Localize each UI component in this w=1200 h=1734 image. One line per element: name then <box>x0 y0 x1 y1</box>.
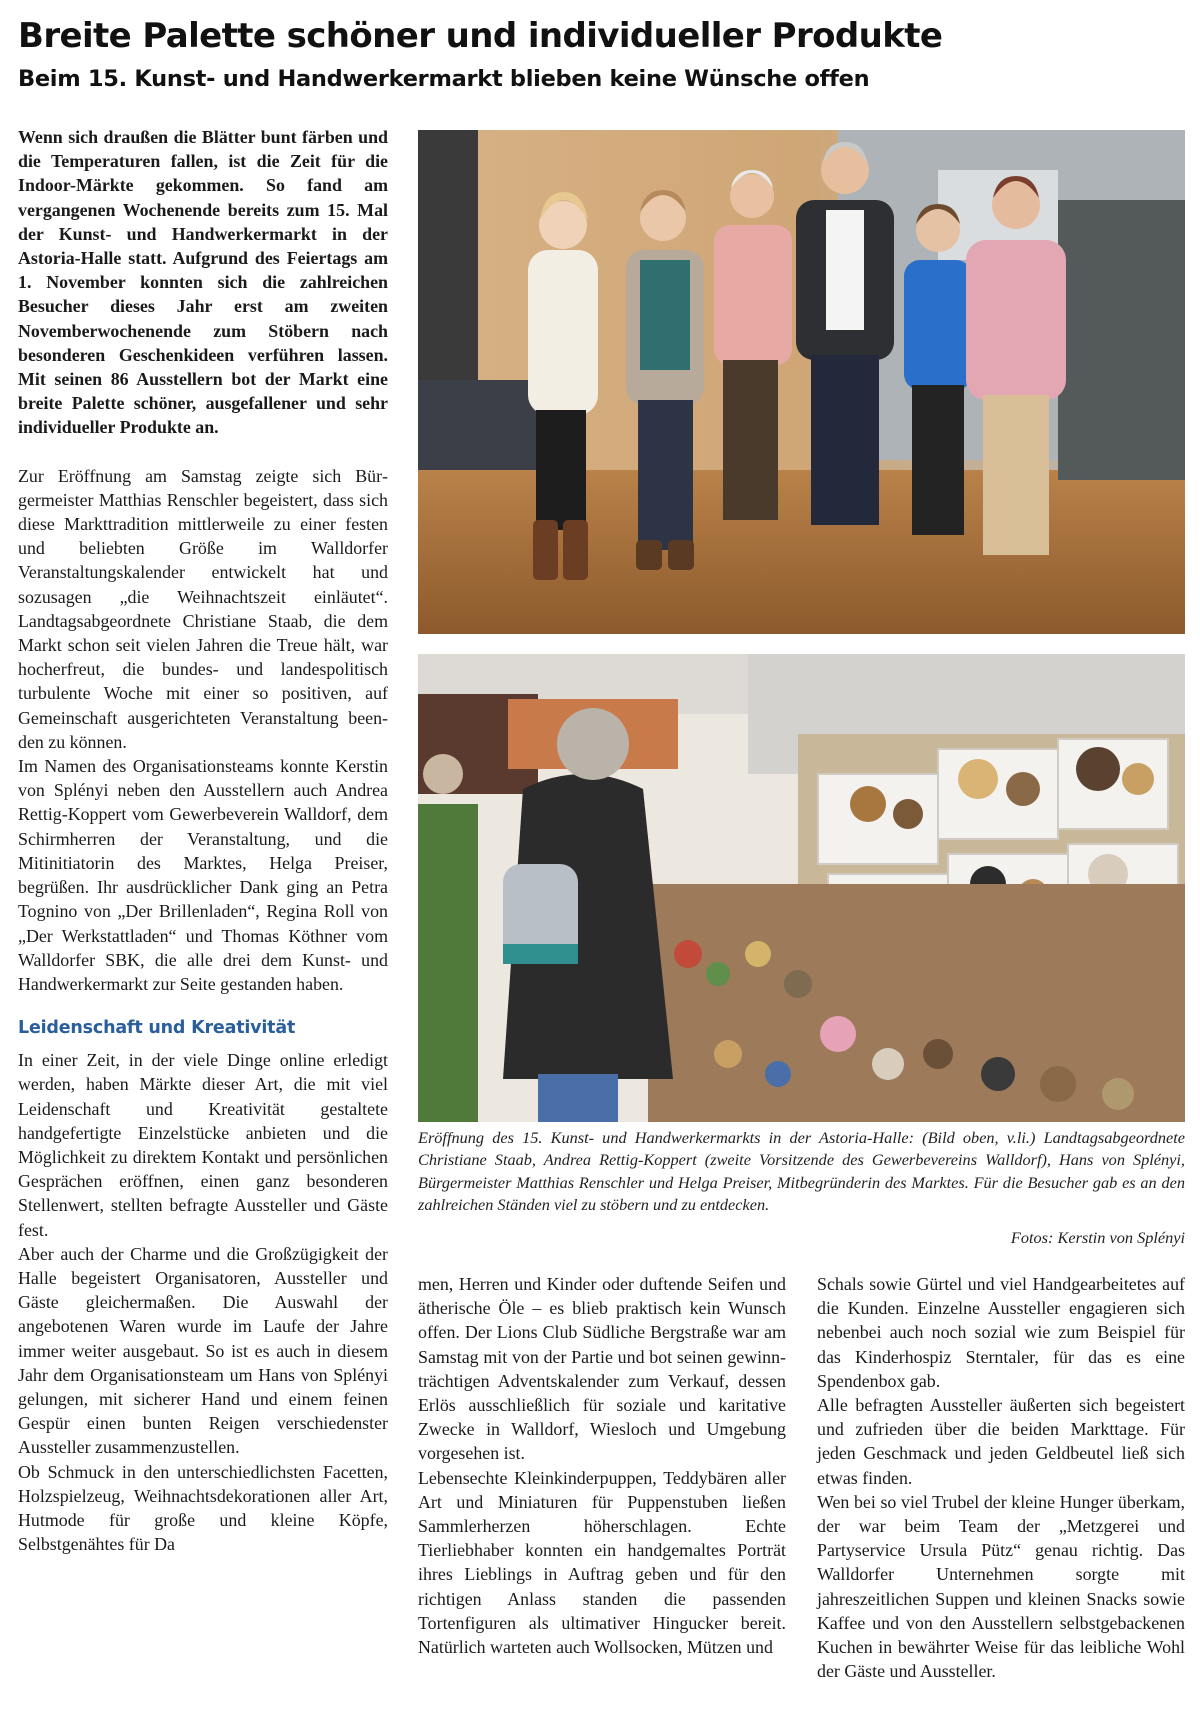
text-column-right <box>817 1272 1185 1683</box>
body-paragraph: Wen bei so viel Trubel der kleine Hunger überkam, der war beim Team der „Metzgerei und Partyservice Ursula Pütz“ genau richtig. Das Walldorfer Unternehmen sorgte mit jahreszeitlichen Suppen und kleinen Snacks sowie Kaffee und von den Ausstellern selbstgebackenen Kuchen in bewährter Weise für das leibliche Wohl der Gäste und Aussteller. <box>817 1491 1185 1682</box>
group-photo-illustration <box>418 130 1185 634</box>
text-column-left <box>18 125 388 1556</box>
market-stall-photo <box>418 654 1185 1122</box>
body-paragraph: In einer Zeit, in der viele Dinge online erledigt werden, haben Märkte dieser Art, die mit viel Leidenschaft und Kreativität gestaltete handgefertigte Einzelstücke anbieten und die Möglichkeit zu direktem Kontakt und persönlichen Gesprächen eröffnen, einen ganz besonderen Stellenwert, stellten befragte Aussteller und Gäste fest. <box>18 1050 388 1240</box>
body-paragraph: Aber auch der Charme und die Großzügigkeit der Halle begeistert Organisatoren, Aussteller und Gäste gleichermaßen. Die Auswahl der angebotenen Waren wurde im Laufe der Jahre immer weiter ausgebaut. So ist es auch in diesem Jahr dem Organisationsteam um Hans von Splényi gelungen, mit sicherer Hand und einem feinen Gespür einen bunten Reigen verschiedenster Aussteller zusammenzustellen. <box>18 1243 388 1458</box>
body-paragraph: Lebensechte Kleinkinderpuppen, Teddybären aller Art und Miniaturen für Puppenstuben ließen Sammlerherzen höherschlagen. Echte Tierliebhaber konnten ein handgemaltes Porträt ihres Lieblings in Auftrag geben und für den richtigen Anlass standen die passenden Tortenfiguren als ultimativer Hingucker bereit. Natürlich warteten auch Wollsocken, Mützen und <box>418 1467 786 1658</box>
text-column-middle <box>418 1272 786 1659</box>
photo-credit: Fotos: Kerstin von Splényi <box>1010 1228 1185 1247</box>
market-stall-illustration <box>418 654 1185 1122</box>
body-paragraph: Ob Schmuck in den unterschiedlichsten Facetten, Holzspielzeug, Weihnachtsdekorationen aller Art, Hutmode für große und kleine Köpfe, Selbstgenähtes für Da <box>18 1461 388 1555</box>
body-paragraph: Zur Eröffnung am Samstag zeigte sich Bürgermeister Matthias Renschler begeistert, dass sich diese Markttradition mittlerweile zu einer festen und beliebten Größe im Walldorfer Veranstaltungskalender entwickelt hat und sozusagen „die Weihnachtszeit einläutet“. Landtagsabgeordnete Christiane Staab, die dem Markt schon seit vielen Jahren die Treue hält, war hocherfreut, die bundes- und landespolitisch turbulente Woche mit einer so positiven, auf Gemeinschaft ausgerichteten Veranstaltung beenden zu können. <box>18 465 388 752</box>
group-photo <box>418 130 1185 634</box>
body-paragraph: Alle befragten Aussteller äußerten sich begeistert und zufrieden über die beiden Markttage. Für jeden Geschmack und jeden Geldbeutel ließ sich etwas finden. <box>817 1395 1185 1488</box>
section-title: Leidenschaft und Kreativität <box>18 1018 296 1039</box>
photo-caption: Eröffnung des 15. Kunst- und Handwerkermarkts in der Astoria-Halle: (Bild oben, v.li.) Landtagsabgeordnete Christiane Staab, Andrea Rettig-Koppert (zweite Vorsitzende des Gewerbevereins Walldorf), Hans von Splényi, Bürgermeister Matthias Renschler und Helga Preiser, Mitbegründerin des Marktes. Für die Besucher gab es an den zahlreichen Ständen viel zu stöbern und zu entdecken. <box>418 1128 1185 1214</box>
body-paragraph: Im Namen des Organisationsteams konnte Kerstin von Splényi neben den Ausstellern auch Andrea Rettig-Koppert vom Gewerbeverein Walldorf, dem Schirmherren der Veranstaltung, und die Mitinitiatorin des Marktes, Helga Preiser, begrüßen. Ihr ausdrücklicher Dank ging an Petra Tognino von „Der Brillenladen“, Regina Roll von „Der Werkstattladen“ und Thomas Köthner vom Walldorfer SBK, die alle drei dem Kunst- und Handwerkermarkt zur Seite gestanden haben. <box>18 756 388 994</box>
body-paragraph: Schals sowie Gürtel und viel Handgearbeitetes auf die Kunden. Einzelne Aussteller engagieren sich nebenbei auch noch sozial wie zum Beispiel für das Kinderhospiz Sterntaler, für das es eine Spendenbox gab. <box>817 1274 1185 1391</box>
lead-paragraph: Wenn sich draußen die Blätter bunt färben und die Temperaturen fallen, ist die Zeit für die Indoor-Märkte gekommen. So fand am vergangenen Wochenende bereits zum 15. Mal der Kunst- und Handwerkermarkt in der Astoria-Halle statt. Aufgrund des Feiertags am 1. November konnten sich die zahlreichen Besucher dieses Jahr erst am zweiten Novemberwochenende zum Stöbern nach besonderen Geschenkideen verführen lassen. Mit seinen 86 Ausstellern bot der Markt eine breite Palette schöner, ausgefallener und sehr individueller Produkte an. <box>18 127 388 438</box>
body-paragraph: men, Herren und Kinder oder duftende Seifen und ätherische Öle – es blieb praktisch kein Wunsch offen. Der Lions Club Südliche Bergstraße war am Samstag mit von der Partie und bot seinen gewinnträchtigen Adventskalender zum Verkauf, dessen Erlös ausschließlich für soziale und karitative Zwecke in Walldorf, Wiesloch und Umgebung vorgesehen ist. <box>418 1274 786 1464</box>
article-headline: Breite Palette schöner und individueller Produkte <box>18 16 943 56</box>
article-subheadline: Beim 15. Kunst- und Handwerkermarkt blieben keine Wünsche offen <box>18 66 870 92</box>
